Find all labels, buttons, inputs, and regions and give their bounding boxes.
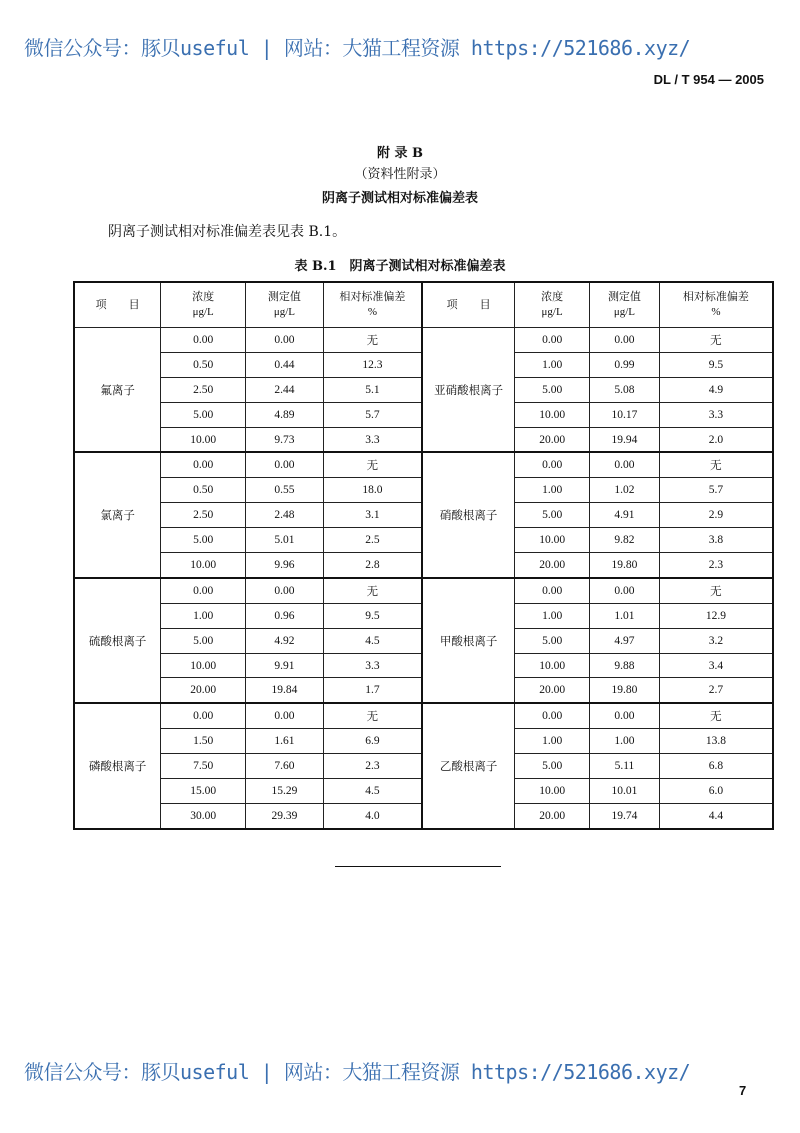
measured-cell: 5.11 (590, 754, 660, 779)
item-name: 磷酸根离子 (74, 703, 161, 828)
concentration-cell: 20.00 (515, 803, 590, 828)
end-rule (335, 866, 501, 867)
rsd-cell: 无 (323, 452, 422, 477)
rsd-cell: 3.2 (659, 628, 773, 653)
item-name: 乙酸根离子 (422, 703, 515, 828)
measured-cell: 0.00 (590, 452, 660, 477)
measured-cell: 5.01 (246, 528, 324, 553)
concentration-cell: 7.50 (161, 754, 246, 779)
column-header: 项 目 (422, 282, 515, 328)
rsd-cell: 4.9 (659, 377, 773, 402)
rsd-cell: 9.5 (659, 352, 773, 377)
rsd-cell: 1.7 (323, 678, 422, 703)
rsd-cell: 2.9 (659, 503, 773, 528)
table-row (74, 328, 773, 353)
standard-number: DL / T 954 — 2005 (653, 72, 764, 87)
measured-cell: 19.80 (590, 678, 660, 703)
measured-cell: 4.91 (590, 503, 660, 528)
rsd-cell: 无 (659, 328, 773, 353)
rsd-cell: 2.0 (659, 427, 773, 452)
measured-cell: 4.92 (246, 628, 324, 653)
measured-cell: 0.00 (590, 578, 660, 603)
item-name: 氟离子 (74, 328, 161, 453)
concentration-cell: 30.00 (161, 803, 246, 828)
rsd-cell: 13.8 (659, 729, 773, 754)
measured-cell: 0.00 (246, 328, 324, 353)
rsd-cell: 5.1 (323, 377, 422, 402)
column-header: 测定值 μg/L (590, 282, 660, 328)
concentration-cell: 0.00 (161, 703, 246, 728)
measured-cell: 9.88 (590, 653, 660, 678)
column-header: 相对标准偏差 % (659, 282, 773, 328)
concentration-cell: 10.00 (515, 779, 590, 804)
concentration-cell: 1.00 (515, 478, 590, 503)
table-row (74, 578, 773, 603)
concentration-cell: 10.00 (515, 402, 590, 427)
measured-cell: 9.82 (590, 528, 660, 553)
rsd-cell: 2.3 (323, 754, 422, 779)
rsd-cell: 6.8 (659, 754, 773, 779)
watermark-bottom: 微信公众号：豚贝useful | 网站：大猫工程资源 https://521686.xyz/ (24, 1060, 691, 1084)
appendix-title: 附 录 B (376, 146, 424, 161)
concentration-cell: 0.00 (515, 703, 590, 728)
column-header: 项 目 (74, 282, 161, 328)
rsd-table (73, 281, 774, 830)
rsd-cell: 5.7 (659, 478, 773, 503)
rsd-cell: 无 (323, 328, 422, 353)
measured-cell: 1.02 (590, 478, 660, 503)
measured-cell: 1.01 (590, 603, 660, 628)
measured-cell: 19.80 (590, 553, 660, 578)
concentration-cell: 20.00 (515, 553, 590, 578)
rsd-cell: 4.4 (659, 803, 773, 828)
rsd-cell: 无 (323, 578, 422, 603)
concentration-cell: 5.00 (515, 377, 590, 402)
measured-cell: 19.94 (590, 427, 660, 452)
rsd-cell: 12.9 (659, 603, 773, 628)
concentration-cell: 5.00 (161, 528, 246, 553)
measured-cell: 29.39 (246, 803, 324, 828)
concentration-cell: 1.00 (515, 352, 590, 377)
concentration-cell: 0.00 (515, 578, 590, 603)
measured-cell: 1.61 (246, 729, 324, 754)
concentration-cell: 5.00 (515, 503, 590, 528)
rsd-cell: 2.5 (323, 528, 422, 553)
measured-cell: 0.00 (246, 452, 324, 477)
measured-cell: 1.00 (590, 729, 660, 754)
rsd-cell: 9.5 (323, 603, 422, 628)
rsd-cell: 3.8 (659, 528, 773, 553)
page-number: 7 (739, 1083, 747, 1098)
column-header: 测定值 μg/L (246, 282, 324, 328)
measured-cell: 10.17 (590, 402, 660, 427)
concentration-cell: 5.00 (515, 628, 590, 653)
measured-cell: 9.96 (246, 553, 324, 578)
measured-cell: 0.99 (590, 352, 660, 377)
concentration-cell: 10.00 (161, 427, 246, 452)
column-header: 浓度 μg/L (515, 282, 590, 328)
concentration-cell: 20.00 (161, 678, 246, 703)
concentration-cell: 15.00 (161, 779, 246, 804)
rsd-cell: 无 (659, 452, 773, 477)
concentration-cell: 0.00 (515, 452, 590, 477)
rsd-cell: 3.4 (659, 653, 773, 678)
measured-cell: 19.74 (590, 803, 660, 828)
rsd-cell: 2.3 (659, 553, 773, 578)
concentration-cell: 20.00 (515, 678, 590, 703)
rsd-cell: 5.7 (323, 402, 422, 427)
concentration-cell: 0.50 (161, 352, 246, 377)
concentration-cell: 10.00 (161, 653, 246, 678)
measured-cell: 0.00 (590, 703, 660, 728)
item-name: 硫酸根离子 (74, 578, 161, 703)
measured-cell: 0.00 (246, 703, 324, 728)
appendix-subtitle: （资料性附录） (354, 167, 446, 182)
concentration-cell: 0.50 (161, 478, 246, 503)
table-row (74, 452, 773, 477)
table-caption: 表 B.1 阴离子测试相对标准偏差表 (294, 259, 506, 274)
measured-cell: 9.73 (246, 427, 324, 452)
concentration-cell: 5.00 (161, 402, 246, 427)
item-name: 亚硝酸根离子 (422, 328, 515, 453)
concentration-cell: 0.00 (161, 578, 246, 603)
table-header-row (74, 282, 773, 328)
concentration-cell: 10.00 (161, 553, 246, 578)
rsd-cell: 4.5 (323, 779, 422, 804)
rsd-cell: 2.7 (659, 678, 773, 703)
rsd-cell: 无 (659, 578, 773, 603)
table-row (74, 703, 773, 728)
measured-cell: 0.00 (246, 578, 324, 603)
rsd-cell: 3.3 (323, 427, 422, 452)
rsd-cell: 无 (323, 703, 422, 728)
concentration-cell: 5.00 (161, 628, 246, 653)
measured-cell: 4.97 (590, 628, 660, 653)
measured-cell: 15.29 (246, 779, 324, 804)
intro-paragraph: 阴离子测试相对标准偏差表见表 B.1。 (108, 224, 347, 240)
rsd-cell: 无 (659, 703, 773, 728)
rsd-cell: 3.1 (323, 503, 422, 528)
measured-cell: 10.01 (590, 779, 660, 804)
measured-cell: 0.44 (246, 352, 324, 377)
column-header: 浓度 μg/L (161, 282, 246, 328)
rsd-cell: 2.8 (323, 553, 422, 578)
measured-cell: 4.89 (246, 402, 324, 427)
rsd-cell: 12.3 (323, 352, 422, 377)
rsd-cell: 6.9 (323, 729, 422, 754)
concentration-cell: 2.50 (161, 377, 246, 402)
measured-cell: 19.84 (246, 678, 324, 703)
rsd-cell: 3.3 (659, 402, 773, 427)
concentration-cell: 1.00 (515, 729, 590, 754)
concentration-cell: 2.50 (161, 503, 246, 528)
column-header: 相对标准偏差 % (323, 282, 422, 328)
item-name: 氯离子 (74, 452, 161, 577)
item-name: 甲酸根离子 (422, 578, 515, 703)
concentration-cell: 10.00 (515, 528, 590, 553)
concentration-cell: 0.00 (161, 328, 246, 353)
measured-cell: 2.44 (246, 377, 324, 402)
measured-cell: 0.96 (246, 603, 324, 628)
rsd-cell: 4.5 (323, 628, 422, 653)
concentration-cell: 20.00 (515, 427, 590, 452)
concentration-cell: 0.00 (515, 328, 590, 353)
item-name: 硝酸根离子 (422, 452, 515, 577)
rsd-cell: 4.0 (323, 803, 422, 828)
rsd-cell: 6.0 (659, 779, 773, 804)
concentration-cell: 5.00 (515, 754, 590, 779)
rsd-cell: 3.3 (323, 653, 422, 678)
measured-cell: 5.08 (590, 377, 660, 402)
measured-cell: 9.91 (246, 653, 324, 678)
concentration-cell: 0.00 (161, 452, 246, 477)
concentration-cell: 1.00 (161, 603, 246, 628)
appendix-heading: 阴离子测试相对标准偏差表 (321, 191, 478, 206)
measured-cell: 2.48 (246, 503, 324, 528)
measured-cell: 0.55 (246, 478, 324, 503)
concentration-cell: 1.00 (515, 603, 590, 628)
rsd-cell: 18.0 (323, 478, 422, 503)
watermark-top: 微信公众号：豚贝useful | 网站：大猫工程资源 https://521686.xyz/ (24, 36, 691, 60)
concentration-cell: 10.00 (515, 653, 590, 678)
measured-cell: 7.60 (246, 754, 324, 779)
measured-cell: 0.00 (590, 328, 660, 353)
concentration-cell: 1.50 (161, 729, 246, 754)
